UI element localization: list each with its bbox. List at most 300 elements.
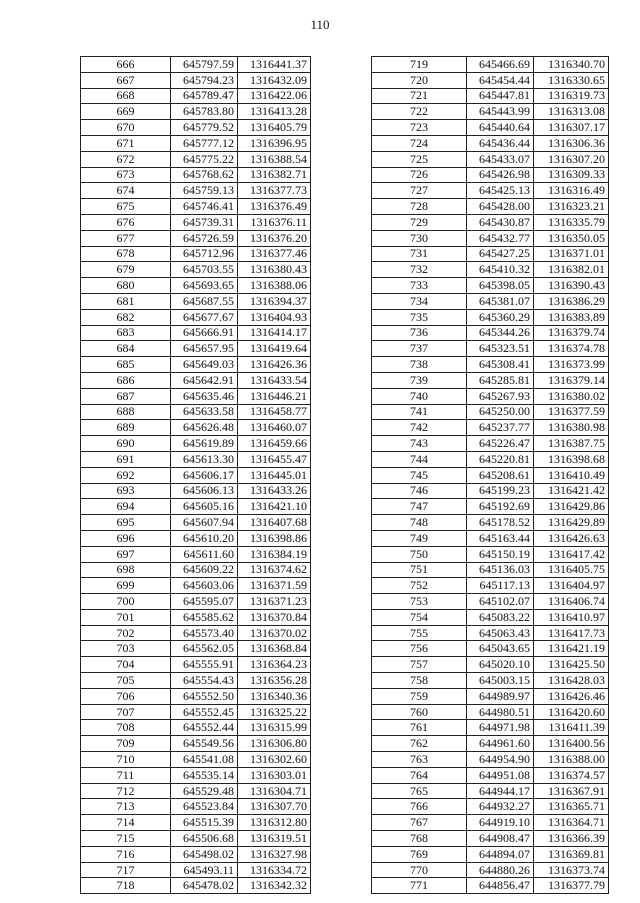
x-coordinate-cell: 645443.99	[467, 104, 534, 120]
table-row	[81, 831, 311, 847]
y-coordinate-cell: 1316382.01	[534, 262, 609, 278]
point-number-cell: 688	[81, 404, 171, 420]
point-number-cell: 712	[81, 783, 171, 799]
table-row	[81, 104, 311, 120]
y-coordinate-cell: 1316398.86	[238, 530, 311, 546]
table-row	[372, 562, 609, 578]
y-coordinate-cell: 1316307.17	[534, 120, 609, 136]
y-coordinate-cell: 1316421.42	[534, 483, 609, 499]
x-coordinate-cell: 645178.52	[467, 515, 534, 531]
y-coordinate-cell: 1316366.39	[534, 831, 609, 847]
x-coordinate-cell: 645003.15	[467, 673, 534, 689]
table-row	[81, 767, 311, 783]
table-row	[81, 309, 311, 325]
table-row	[372, 57, 609, 73]
y-coordinate-cell: 1316334.72	[238, 862, 311, 878]
table-row	[372, 135, 609, 151]
table-row	[81, 325, 311, 341]
table-row	[81, 688, 311, 704]
x-coordinate-cell: 645063.43	[467, 625, 534, 641]
x-coordinate-cell: 645606.13	[171, 483, 238, 499]
y-coordinate-cell: 1316377.59	[534, 404, 609, 420]
point-number-cell: 734	[372, 293, 467, 309]
x-coordinate-cell: 645192.69	[467, 499, 534, 515]
table-row	[81, 499, 311, 515]
x-coordinate-cell: 645693.65	[171, 278, 238, 294]
table-row	[81, 183, 311, 199]
x-coordinate-cell: 645529.48	[171, 783, 238, 799]
page-number: 110	[310, 17, 330, 32]
y-coordinate-cell: 1316373.74	[534, 862, 609, 878]
table-row	[81, 562, 311, 578]
y-coordinate-cell: 1316302.60	[238, 752, 311, 768]
y-coordinate-cell: 1316419.64	[238, 341, 311, 357]
x-coordinate-cell: 645250.00	[467, 404, 534, 420]
point-number-cell: 749	[372, 530, 467, 546]
y-coordinate-cell: 1316382.71	[238, 167, 311, 183]
y-coordinate-cell: 1316398.68	[534, 451, 609, 467]
y-coordinate-cell: 1316374.57	[534, 767, 609, 783]
y-coordinate-cell: 1316410.49	[534, 467, 609, 483]
x-coordinate-cell: 645605.16	[171, 499, 238, 515]
table-row	[81, 199, 311, 215]
table-row	[372, 341, 609, 357]
table-row	[372, 167, 609, 183]
point-number-cell: 701	[81, 609, 171, 625]
point-number-cell: 678	[81, 246, 171, 262]
point-number-cell: 713	[81, 799, 171, 815]
table-row	[81, 246, 311, 262]
y-coordinate-cell: 1316383.89	[534, 309, 609, 325]
point-number-cell: 680	[81, 278, 171, 294]
point-number-cell: 715	[81, 831, 171, 847]
point-number-cell: 760	[372, 704, 467, 720]
y-coordinate-cell: 1316387.75	[534, 436, 609, 452]
point-number-cell: 740	[372, 388, 467, 404]
x-coordinate-cell: 645768.62	[171, 167, 238, 183]
table-row	[372, 783, 609, 799]
point-number-cell: 741	[372, 404, 467, 420]
y-coordinate-cell: 1316400.56	[534, 736, 609, 752]
point-number-cell: 765	[372, 783, 467, 799]
table-row	[372, 230, 609, 246]
x-coordinate-cell: 645611.60	[171, 546, 238, 562]
table-row	[81, 625, 311, 641]
point-number-cell: 686	[81, 372, 171, 388]
y-coordinate-cell: 1316388.06	[238, 278, 311, 294]
point-number-cell: 704	[81, 657, 171, 673]
point-number-cell: 694	[81, 499, 171, 515]
point-number-cell: 723	[372, 120, 467, 136]
y-coordinate-cell: 1316406.74	[534, 594, 609, 610]
y-coordinate-cell: 1316413.28	[238, 104, 311, 120]
point-number-cell: 691	[81, 451, 171, 467]
point-number-cell: 767	[372, 815, 467, 831]
table-row	[372, 499, 609, 515]
point-number-cell: 747	[372, 499, 467, 515]
table-row	[81, 515, 311, 531]
point-number-cell: 690	[81, 436, 171, 452]
x-coordinate-cell: 645759.13	[171, 183, 238, 199]
table-row	[81, 293, 311, 309]
table-row	[81, 57, 311, 73]
point-number-cell: 679	[81, 262, 171, 278]
y-coordinate-cell: 1316458.77	[238, 404, 311, 420]
table-row	[81, 151, 311, 167]
table-row	[81, 815, 311, 831]
table-row	[81, 578, 311, 594]
table-row	[81, 609, 311, 625]
x-coordinate-cell: 645603.06	[171, 578, 238, 594]
point-number-cell: 703	[81, 641, 171, 657]
x-coordinate-cell: 645344.26	[467, 325, 534, 341]
y-coordinate-cell: 1316460.07	[238, 420, 311, 436]
y-coordinate-cell: 1316380.98	[534, 420, 609, 436]
table-row	[372, 451, 609, 467]
x-coordinate-cell: 645136.03	[467, 562, 534, 578]
y-coordinate-cell: 1316307.20	[534, 151, 609, 167]
x-coordinate-cell: 645493.11	[171, 862, 238, 878]
y-coordinate-cell: 1316396.95	[238, 135, 311, 151]
table-row	[81, 262, 311, 278]
y-coordinate-cell: 1316323.21	[534, 199, 609, 215]
table-row	[81, 704, 311, 720]
x-coordinate-cell: 645398.05	[467, 278, 534, 294]
x-coordinate-cell: 645554.43	[171, 673, 238, 689]
x-coordinate-cell: 645783.80	[171, 104, 238, 120]
x-coordinate-cell: 645117.13	[467, 578, 534, 594]
x-coordinate-cell: 644932.27	[467, 799, 534, 815]
x-coordinate-cell: 645083.22	[467, 609, 534, 625]
point-number-cell: 675	[81, 199, 171, 215]
table-row	[372, 831, 609, 847]
x-coordinate-cell: 645726.59	[171, 230, 238, 246]
x-coordinate-cell: 644880.26	[467, 862, 534, 878]
x-coordinate-cell: 645595.07	[171, 594, 238, 610]
point-number-cell: 718	[81, 878, 171, 894]
table-row	[372, 799, 609, 815]
point-number-cell: 724	[372, 135, 467, 151]
y-coordinate-cell: 1316356.28	[238, 673, 311, 689]
y-coordinate-cell: 1316380.02	[534, 388, 609, 404]
table-row	[372, 515, 609, 531]
x-coordinate-cell: 645199.23	[467, 483, 534, 499]
table-row	[372, 594, 609, 610]
x-coordinate-cell: 645666.91	[171, 325, 238, 341]
x-coordinate-cell: 645208.61	[467, 467, 534, 483]
table-row	[372, 688, 609, 704]
x-coordinate-cell: 645102.07	[467, 594, 534, 610]
table-row	[81, 720, 311, 736]
y-coordinate-cell: 1316429.89	[534, 515, 609, 531]
table-row	[81, 483, 311, 499]
point-number-cell: 683	[81, 325, 171, 341]
x-coordinate-cell: 645552.50	[171, 688, 238, 704]
x-coordinate-cell: 644908.47	[467, 831, 534, 847]
table-row	[372, 388, 609, 404]
point-number-cell: 695	[81, 515, 171, 531]
point-number-cell: 759	[372, 688, 467, 704]
table-row	[372, 673, 609, 689]
x-coordinate-cell: 645308.41	[467, 357, 534, 373]
point-number-cell: 727	[372, 183, 467, 199]
x-coordinate-cell: 645432.77	[467, 230, 534, 246]
point-number-cell: 737	[372, 341, 467, 357]
y-coordinate-cell: 1316350.05	[534, 230, 609, 246]
y-coordinate-cell: 1316374.78	[534, 341, 609, 357]
coordinates-table-left	[80, 56, 311, 894]
point-number-cell: 769	[372, 846, 467, 862]
x-coordinate-cell: 644951.08	[467, 767, 534, 783]
y-coordinate-cell: 1316420.60	[534, 704, 609, 720]
table-row	[372, 657, 609, 673]
x-coordinate-cell: 645163.44	[467, 530, 534, 546]
y-coordinate-cell: 1316303.01	[238, 767, 311, 783]
y-coordinate-cell: 1316455.47	[238, 451, 311, 467]
table-row	[372, 88, 609, 104]
y-coordinate-cell: 1316446.21	[238, 388, 311, 404]
point-number-cell: 684	[81, 341, 171, 357]
point-number-cell: 745	[372, 467, 467, 483]
x-coordinate-cell: 645775.22	[171, 151, 238, 167]
x-coordinate-cell: 645677.67	[171, 309, 238, 325]
table-row	[372, 357, 609, 373]
point-number-cell: 753	[372, 594, 467, 610]
x-coordinate-cell: 645427.25	[467, 246, 534, 262]
point-number-cell: 666	[81, 57, 171, 73]
x-coordinate-cell: 645610.20	[171, 530, 238, 546]
point-number-cell: 667	[81, 72, 171, 88]
table-row	[81, 736, 311, 752]
y-coordinate-cell: 1316380.43	[238, 262, 311, 278]
y-coordinate-cell: 1316377.73	[238, 183, 311, 199]
y-coordinate-cell: 1316421.10	[238, 499, 311, 515]
y-coordinate-cell: 1316370.84	[238, 609, 311, 625]
y-coordinate-cell: 1316374.62	[238, 562, 311, 578]
table-row	[81, 878, 311, 894]
table-row	[372, 752, 609, 768]
x-coordinate-cell: 645428.00	[467, 199, 534, 215]
table-row	[372, 736, 609, 752]
table-row	[81, 546, 311, 562]
x-coordinate-cell: 645619.89	[171, 436, 238, 452]
y-coordinate-cell: 1316417.73	[534, 625, 609, 641]
point-number-cell: 738	[372, 357, 467, 373]
y-coordinate-cell: 1316335.79	[534, 214, 609, 230]
y-coordinate-cell: 1316426.46	[534, 688, 609, 704]
point-number-cell: 709	[81, 736, 171, 752]
y-coordinate-cell: 1316410.97	[534, 609, 609, 625]
table-row	[81, 404, 311, 420]
x-coordinate-cell: 645613.30	[171, 451, 238, 467]
y-coordinate-cell: 1316414.17	[238, 325, 311, 341]
y-coordinate-cell: 1316364.71	[534, 815, 609, 831]
x-coordinate-cell: 645381.07	[467, 293, 534, 309]
x-coordinate-cell: 645777.12	[171, 135, 238, 151]
point-number-cell: 716	[81, 846, 171, 862]
point-number-cell: 763	[372, 752, 467, 768]
x-coordinate-cell: 645466.69	[467, 57, 534, 73]
table-row	[81, 214, 311, 230]
y-coordinate-cell: 1316312.80	[238, 815, 311, 831]
y-coordinate-cell: 1316404.93	[238, 309, 311, 325]
x-coordinate-cell: 645609.22	[171, 562, 238, 578]
table-row	[81, 799, 311, 815]
table-row	[81, 341, 311, 357]
point-number-cell: 758	[372, 673, 467, 689]
table-row	[81, 72, 311, 88]
table-row	[372, 815, 609, 831]
point-number-cell: 669	[81, 104, 171, 120]
y-coordinate-cell: 1316340.70	[534, 57, 609, 73]
x-coordinate-cell: 645739.31	[171, 214, 238, 230]
table-row	[81, 388, 311, 404]
x-coordinate-cell: 645552.45	[171, 704, 238, 720]
point-number-cell: 710	[81, 752, 171, 768]
y-coordinate-cell: 1316316.49	[534, 183, 609, 199]
table-row	[372, 578, 609, 594]
point-number-cell: 692	[81, 467, 171, 483]
x-coordinate-cell: 644989.97	[467, 688, 534, 704]
table-row	[81, 230, 311, 246]
y-coordinate-cell: 1316405.79	[238, 120, 311, 136]
y-coordinate-cell: 1316411.39	[534, 720, 609, 736]
x-coordinate-cell: 645285.81	[467, 372, 534, 388]
y-coordinate-cell: 1316319.51	[238, 831, 311, 847]
table-row	[372, 846, 609, 862]
x-coordinate-cell: 645478.02	[171, 878, 238, 894]
point-number-cell: 750	[372, 546, 467, 562]
point-number-cell: 714	[81, 815, 171, 831]
y-coordinate-cell: 1316379.74	[534, 325, 609, 341]
table-row	[81, 451, 311, 467]
point-number-cell: 676	[81, 214, 171, 230]
x-coordinate-cell: 645746.41	[171, 199, 238, 215]
point-number-cell: 725	[372, 151, 467, 167]
table-row	[81, 357, 311, 373]
table-row	[372, 546, 609, 562]
x-coordinate-cell: 645523.84	[171, 799, 238, 815]
point-number-cell: 700	[81, 594, 171, 610]
point-number-cell: 702	[81, 625, 171, 641]
x-coordinate-cell: 645267.93	[467, 388, 534, 404]
x-coordinate-cell: 645043.65	[467, 641, 534, 657]
x-coordinate-cell: 645555.91	[171, 657, 238, 673]
point-number-cell: 720	[372, 72, 467, 88]
point-number-cell: 770	[372, 862, 467, 878]
x-coordinate-cell: 644954.90	[467, 752, 534, 768]
x-coordinate-cell: 645237.77	[467, 420, 534, 436]
x-coordinate-cell: 645794.23	[171, 72, 238, 88]
y-coordinate-cell: 1316425.50	[534, 657, 609, 673]
point-number-cell: 705	[81, 673, 171, 689]
x-coordinate-cell: 645626.48	[171, 420, 238, 436]
table-row	[372, 151, 609, 167]
y-coordinate-cell: 1316394.37	[238, 293, 311, 309]
y-coordinate-cell: 1316404.97	[534, 578, 609, 594]
table-row	[81, 673, 311, 689]
point-number-cell: 761	[372, 720, 467, 736]
point-number-cell: 708	[81, 720, 171, 736]
y-coordinate-cell: 1316369.81	[534, 846, 609, 862]
table-row	[372, 862, 609, 878]
x-coordinate-cell: 645585.62	[171, 609, 238, 625]
table-row	[372, 420, 609, 436]
y-coordinate-cell: 1316373.99	[534, 357, 609, 373]
x-coordinate-cell: 645573.40	[171, 625, 238, 641]
point-number-cell: 681	[81, 293, 171, 309]
table-row	[372, 720, 609, 736]
point-number-cell: 693	[81, 483, 171, 499]
point-number-cell: 743	[372, 436, 467, 452]
point-number-cell: 722	[372, 104, 467, 120]
table-row	[81, 420, 311, 436]
point-number-cell: 717	[81, 862, 171, 878]
point-number-cell: 687	[81, 388, 171, 404]
x-coordinate-cell: 644971.98	[467, 720, 534, 736]
table-row	[81, 135, 311, 151]
x-coordinate-cell: 644856.47	[467, 878, 534, 894]
y-coordinate-cell: 1316325.22	[238, 704, 311, 720]
y-coordinate-cell: 1316377.79	[534, 878, 609, 894]
point-number-cell: 731	[372, 246, 467, 262]
x-coordinate-cell: 644980.51	[467, 704, 534, 720]
point-number-cell: 672	[81, 151, 171, 167]
x-coordinate-cell: 645633.58	[171, 404, 238, 420]
point-number-cell: 735	[372, 309, 467, 325]
x-coordinate-cell: 645562.05	[171, 641, 238, 657]
y-coordinate-cell: 1316371.01	[534, 246, 609, 262]
y-coordinate-cell: 1316388.00	[534, 752, 609, 768]
table-row	[372, 467, 609, 483]
x-coordinate-cell: 645687.55	[171, 293, 238, 309]
x-coordinate-cell: 645649.03	[171, 357, 238, 373]
x-coordinate-cell: 645360.29	[467, 309, 534, 325]
point-number-cell: 671	[81, 135, 171, 151]
y-coordinate-cell: 1316330.65	[534, 72, 609, 88]
y-coordinate-cell: 1316426.36	[238, 357, 311, 373]
point-number-cell: 670	[81, 120, 171, 136]
y-coordinate-cell: 1316422.06	[238, 88, 311, 104]
table-row	[372, 767, 609, 783]
table-row	[372, 104, 609, 120]
table-row	[81, 846, 311, 862]
table-row	[81, 862, 311, 878]
point-number-cell: 751	[372, 562, 467, 578]
table-row	[81, 657, 311, 673]
point-number-cell: 730	[372, 230, 467, 246]
point-number-cell: 752	[372, 578, 467, 594]
y-coordinate-cell: 1316371.59	[238, 578, 311, 594]
x-coordinate-cell: 645150.19	[467, 546, 534, 562]
point-number-cell: 757	[372, 657, 467, 673]
x-coordinate-cell: 645226.47	[467, 436, 534, 452]
table-row	[372, 183, 609, 199]
point-number-cell: 754	[372, 609, 467, 625]
x-coordinate-cell: 645541.08	[171, 752, 238, 768]
y-coordinate-cell: 1316388.54	[238, 151, 311, 167]
point-number-cell: 673	[81, 167, 171, 183]
table-row	[372, 293, 609, 309]
x-coordinate-cell: 645712.96	[171, 246, 238, 262]
table-row	[372, 325, 609, 341]
table-row	[372, 530, 609, 546]
table-row	[372, 72, 609, 88]
x-coordinate-cell: 645703.55	[171, 262, 238, 278]
point-number-cell: 721	[372, 88, 467, 104]
point-number-cell: 699	[81, 578, 171, 594]
x-coordinate-cell: 645410.32	[467, 262, 534, 278]
